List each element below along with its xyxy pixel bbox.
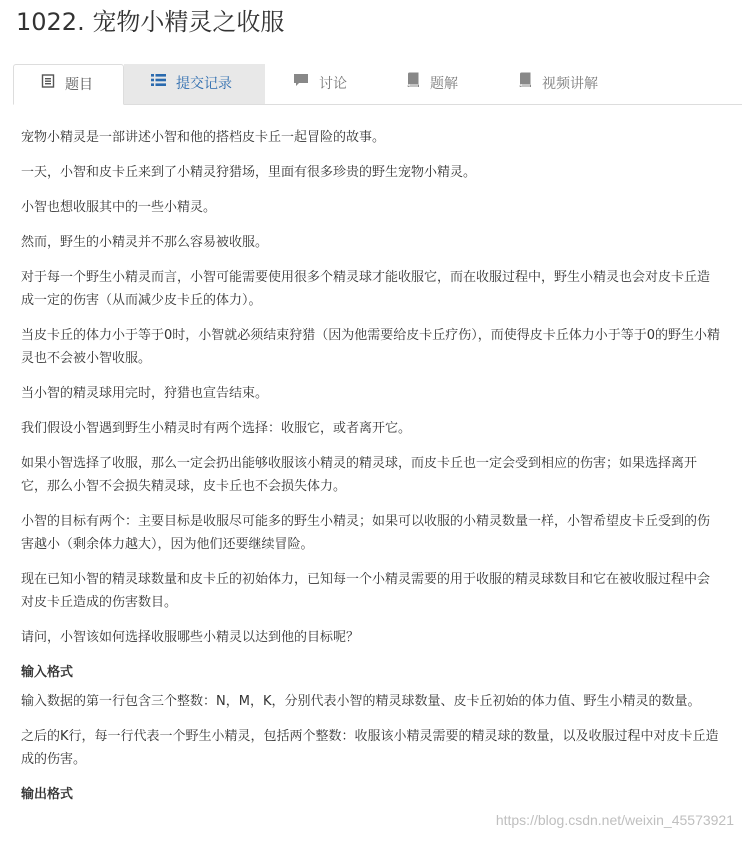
paragraph: 一天，小智和皮卡丘来到了小精灵狩猎场，里面有很多珍贵的野生宠物小精灵。 — [21, 165, 477, 180]
document-icon — [41, 64, 55, 104]
problem-description — [21, 126, 721, 812]
book-icon — [518, 63, 532, 103]
paragraph: 小智的目标有两个：主要目标是收服尽可能多的野生小精灵；如果可以收服的小精灵数量一样，小智希望皮卡丘受到的伤害越小（剩余体力越大），因为他们还要继续冒险。 — [21, 514, 711, 552]
tab-discuss[interactable] — [293, 64, 347, 104]
paragraph: 我们假设小智遇到野生小精灵时有两个选择：收服它，或者离开它。 — [21, 421, 412, 436]
paragraph: 之后的K行，每一行代表一个野生小精灵，包括两个整数：收服该小精灵需要的精灵球的数量，以及收服过程中对皮卡丘造成的伤害。 — [21, 729, 719, 767]
paragraph: 输入数据的第一行包含三个整数：N，M，K，分别代表小智的精灵球数量、皮卡丘初始的体力值、野生小精灵的数量。 — [21, 694, 701, 709]
tab-label: 题目 — [65, 77, 93, 93]
output-format-heading: 输出格式 — [21, 787, 74, 802]
tab-label: 提交记录 — [176, 76, 232, 92]
paragraph: 对于每一个野生小精灵而言，小智可能需要使用很多个精灵球才能收服它，而在收服过程中，野生小精灵也会对皮卡丘造成一定的伤害（从而减少皮卡丘的体力）。 — [21, 270, 711, 308]
paragraph: 现在已知小智的精灵球数量和皮卡丘的初始体力，已知每一个小精灵需要的用于收服的精灵球数目和它在被收服过程中会对皮卡丘造成的伤害数目。 — [21, 572, 711, 610]
paragraph: 请问，小智该如何选择收服哪些小精灵以达到他的目标呢？ — [21, 630, 360, 645]
paragraph: 当小智的精灵球用完时，狩猎也宣告结束。 — [21, 386, 269, 401]
tab-bar — [13, 64, 742, 105]
paragraph: 如果小智选择了收服，那么一定会扔出能够收服该小精灵的精灵球，而皮卡丘也一定会受到相应的伤害；如果选择离开它，那么小智不会损失精灵球，皮卡丘也不会损失体力。 — [21, 456, 698, 494]
list-icon — [151, 63, 166, 103]
paragraph: 然而，野生的小精灵并不那么容易被收服。 — [21, 235, 269, 250]
tab-label: 讨论 — [319, 76, 347, 92]
book-icon — [406, 63, 420, 103]
tab-submissions[interactable] — [124, 64, 265, 104]
tab-label: 视频讲解 — [542, 76, 598, 92]
page-title: 1022. 宠物小精灵之收服 — [16, 8, 285, 36]
comment-icon — [293, 63, 309, 103]
paragraph: 宠物小精灵是一部讲述小智和他的搭档皮卡丘一起冒险的故事。 — [21, 130, 386, 145]
watermark: https://blog.csdn.net/weixin_45573921 — [495, 812, 734, 828]
paragraph: 小智也想收服其中的一些小精灵。 — [21, 200, 217, 215]
tab-label: 题解 — [430, 76, 458, 92]
paragraph: 当皮卡丘的体力小于等于0时，小智就必须结束狩猎（因为他需要给皮卡丘疗伤），而使得皮卡丘体力小于等于0的野生小精灵也不会被小智收服。 — [21, 328, 721, 366]
input-format-heading: 输入格式 — [21, 665, 74, 680]
tab-solution[interactable] — [406, 64, 458, 104]
tab-video[interactable] — [518, 64, 598, 104]
tab-problem[interactable] — [13, 64, 124, 105]
